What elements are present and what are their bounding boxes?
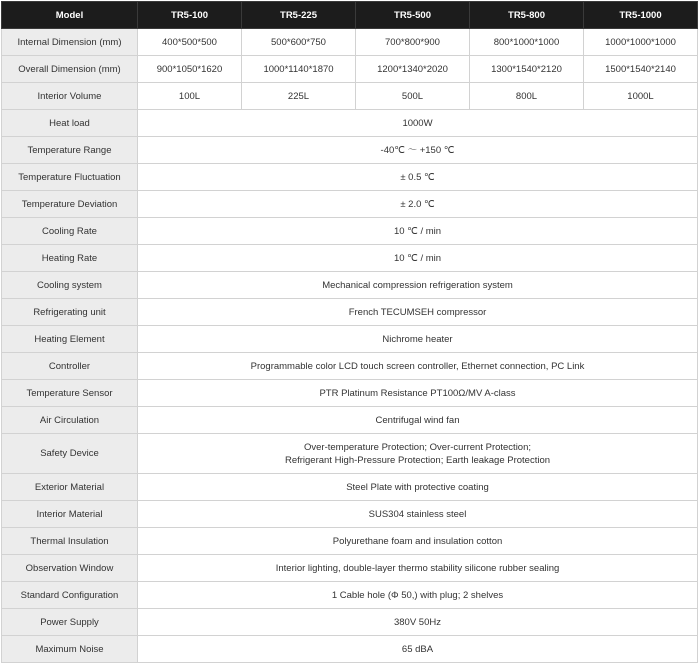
table-row: [2, 609, 698, 636]
row-label: Observation Window: [2, 555, 138, 582]
cell-value: Centrifugal wind fan: [138, 407, 698, 434]
cell-value: 10 ℃ / min: [138, 245, 698, 272]
header-model: TR5-800: [470, 2, 584, 29]
safety-line-2: Refrigerant High-Pressure Protection; Earth leakage Protection: [284, 454, 551, 466]
cell-value: 1 Cable hole (Φ 50,) with plug; 2 shelves: [138, 582, 698, 609]
table-row: [2, 272, 698, 299]
table-row: [2, 474, 698, 501]
cell-value: 1000L: [584, 83, 698, 110]
row-label: Overall Dimension (mm): [2, 56, 138, 83]
row-label: Thermal Insulation: [2, 528, 138, 555]
table-row: [2, 434, 698, 474]
cell-value: 500*600*750: [242, 29, 356, 56]
row-label: Standard Configuration: [2, 582, 138, 609]
header-model: TR5-100: [138, 2, 242, 29]
row-label: Cooling system: [2, 272, 138, 299]
header-model-label: Model: [2, 2, 138, 29]
cell-value: Steel Plate with protective coating: [138, 474, 698, 501]
row-label: Temperature Sensor: [2, 380, 138, 407]
row-label: Interior Volume: [2, 83, 138, 110]
table-row: [2, 164, 698, 191]
cell-value: 700*800*900: [356, 29, 470, 56]
table-row: [2, 380, 698, 407]
cell-value: 1300*1540*2120: [470, 56, 584, 83]
cell-value: Interior lighting, double-layer thermo stability silicone rubber sealing: [138, 555, 698, 582]
row-label: Air Circulation: [2, 407, 138, 434]
cell-value: 1500*1540*2140: [584, 56, 698, 83]
row-label: Temperature Range: [2, 137, 138, 164]
cell-value: 100L: [138, 83, 242, 110]
row-label: Temperature Fluctuation: [2, 164, 138, 191]
row-label: Exterior Material: [2, 474, 138, 501]
row-label: Power Supply: [2, 609, 138, 636]
table-row: [2, 29, 698, 56]
row-label: Safety Device: [2, 434, 138, 474]
cell-value: 1000*1140*1870: [242, 56, 356, 83]
header-row: [2, 2, 698, 29]
row-label: Interior Material: [2, 501, 138, 528]
cell-value: ± 2.0 ℃: [138, 191, 698, 218]
table-row: [2, 407, 698, 434]
row-label: Refrigerating unit: [2, 299, 138, 326]
cell-value: ± 0.5 ℃: [138, 164, 698, 191]
table-row: [2, 353, 698, 380]
cell-value: 380V 50Hz: [138, 609, 698, 636]
table-row: [2, 245, 698, 272]
table-row: [2, 528, 698, 555]
cell-value: 900*1050*1620: [138, 56, 242, 83]
header-model: TR5-225: [242, 2, 356, 29]
cell-value: SUS304 stainless steel: [138, 501, 698, 528]
cell-value: Programmable color LCD touch screen controller, Ethernet connection, PC Link: [138, 353, 698, 380]
row-label: Internal Dimension (mm): [2, 29, 138, 56]
cell-value: 1000W: [138, 110, 698, 137]
cell-value: 10 ℃ / min: [138, 218, 698, 245]
cell-value: 225L: [242, 83, 356, 110]
cell-value: 400*500*500: [138, 29, 242, 56]
cell-value: 1200*1340*2020: [356, 56, 470, 83]
safety-line-1: Over-temperature Protection; Over-current Protection;: [303, 441, 532, 453]
spec-table: [1, 1, 698, 663]
table-row: [2, 110, 698, 137]
cell-value: 800L: [470, 83, 584, 110]
row-label: Cooling Rate: [2, 218, 138, 245]
cell-value: Mechanical compression refrigeration system: [138, 272, 698, 299]
table-row: [2, 191, 698, 218]
cell-value: -40℃ ～ +150 ℃: [138, 137, 698, 164]
header-model: TR5-1000: [584, 2, 698, 29]
cell-value: 1000*1000*1000: [584, 29, 698, 56]
table-row: [2, 326, 698, 353]
table-row: [2, 218, 698, 245]
table-row: [2, 582, 698, 609]
table-row: [2, 137, 698, 164]
cell-value: Polyurethane foam and insulation cotton: [138, 528, 698, 555]
table-row: [2, 56, 698, 83]
cell-value: 65 dBA: [138, 636, 698, 663]
row-label: Heat load: [2, 110, 138, 137]
cell-value: [138, 434, 698, 474]
table-row: [2, 636, 698, 663]
cell-value: 800*1000*1000: [470, 29, 584, 56]
row-label: Maximum Noise: [2, 636, 138, 663]
header-model: TR5-500: [356, 2, 470, 29]
table-row: [2, 83, 698, 110]
table-row: [2, 299, 698, 326]
row-label: Temperature Deviation: [2, 191, 138, 218]
cell-value: Nichrome heater: [138, 326, 698, 353]
row-label: Heating Element: [2, 326, 138, 353]
row-label: Controller: [2, 353, 138, 380]
cell-value: 500L: [356, 83, 470, 110]
cell-value: PTR Platinum Resistance PT100Ω/MV A-class: [138, 380, 698, 407]
cell-value: French TECUMSEH compressor: [138, 299, 698, 326]
table-row: [2, 555, 698, 582]
table-row: [2, 501, 698, 528]
row-label: Heating Rate: [2, 245, 138, 272]
